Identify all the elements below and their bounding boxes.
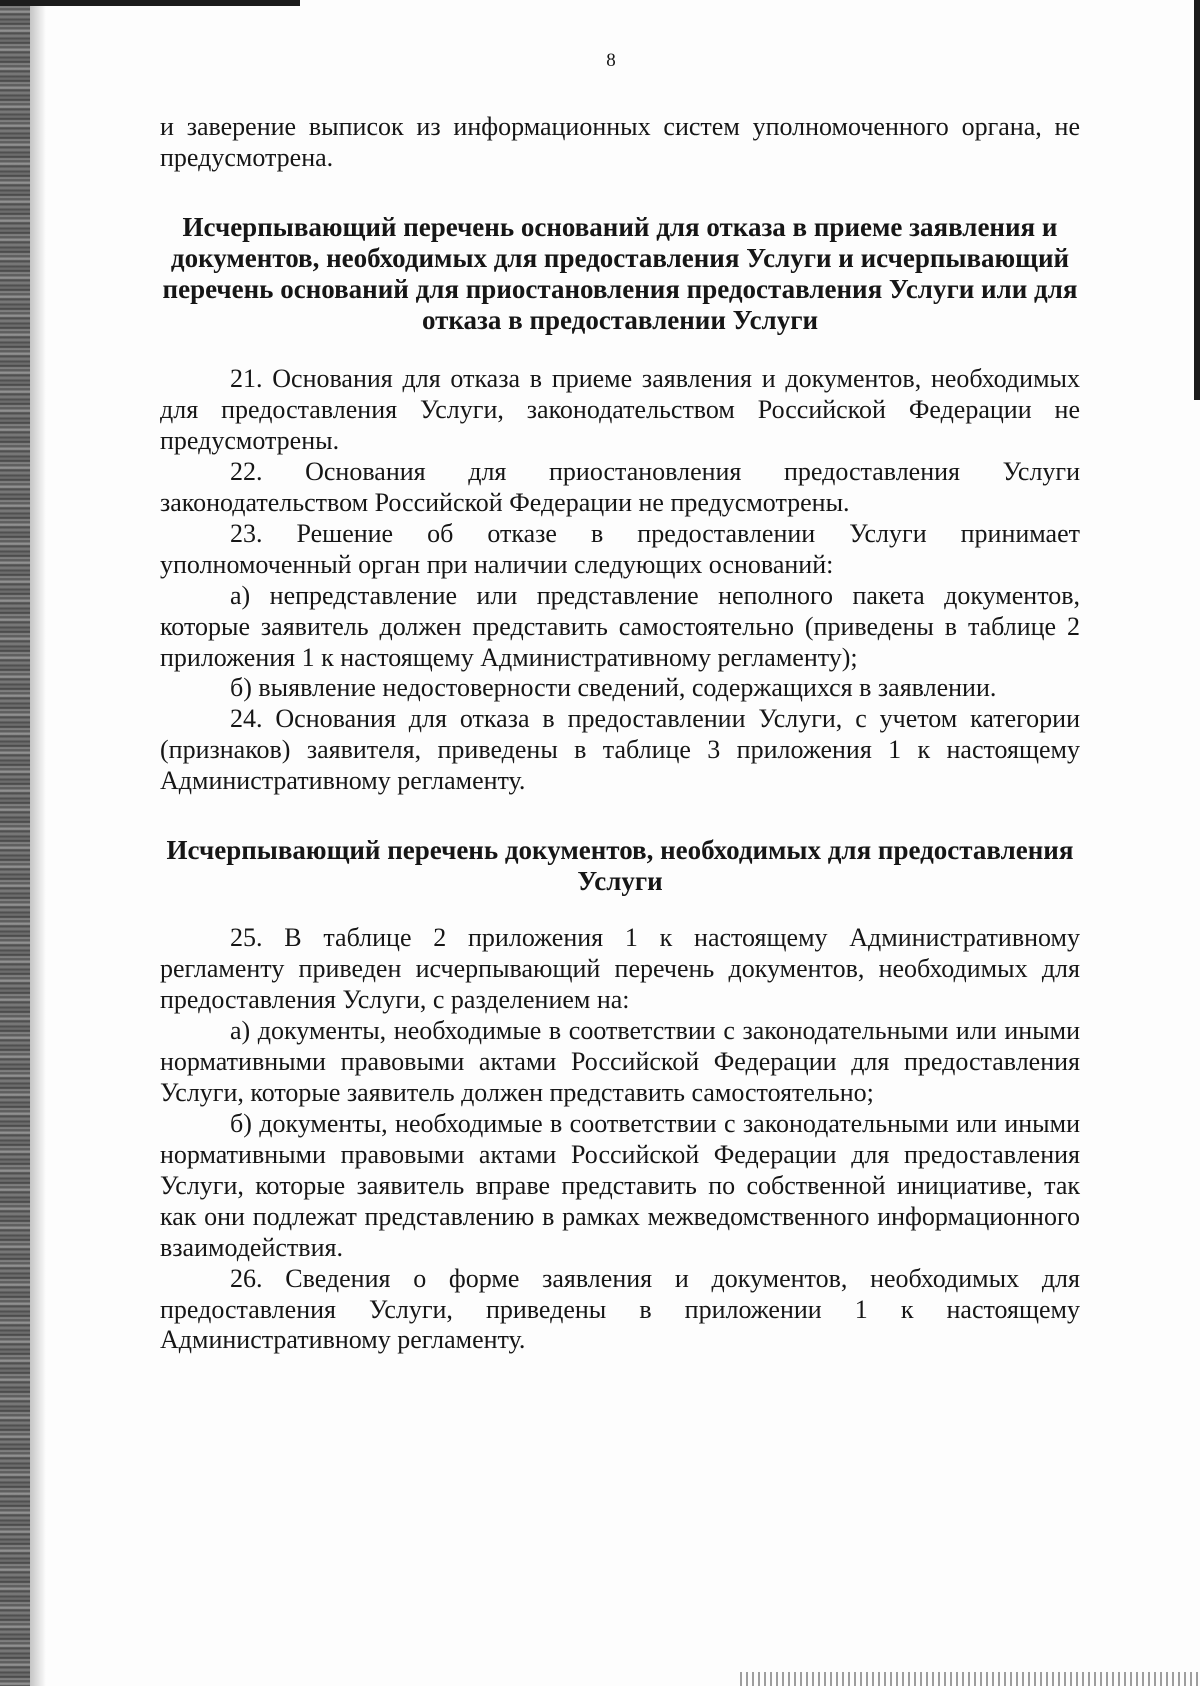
scan-edge-left — [0, 0, 30, 1686]
paragraph-26: 26. Сведения о форме заявления и документов, необходимых для предоставления Услуги, приведены в приложении 1 к настоящему Административному регламенту. — [160, 1263, 1080, 1355]
section-heading-required-documents: Исчерпывающий перечень документов, необходимых для предоставления Услуги — [166, 835, 1074, 897]
paragraph-24: 24. Основания для отказа в предоставлении Услуги, с учетом категории (признаков) заявителя, приведены в таблице 3 приложения 1 к настоящему Административному регламенту. — [160, 704, 1080, 796]
paragraph-23a: а) непредставление или представление неполного пакета документов, которые заявитель должен представить самостоятельно (приведены в таблице 2 приложения 1 к настоящему Административному регламенту); — [160, 580, 1080, 672]
paragraph-22: 22. Основания для приостановления предоставления Услуги законодательством Российской Федерации не предусмотрены. — [160, 456, 1080, 517]
paragraph-23: 23. Решение об отказе в предоставлении Услуги принимает уполномоченный орган при наличии следующих оснований: — [160, 518, 1080, 579]
scan-edge-shadow — [30, 0, 46, 1686]
section-heading-refusal-grounds: Исчерпывающий перечень оснований для отказа в приеме заявления и документов, необходимых для предоставления Услуги и исчерпывающий перечень оснований для приостановления предоставления Услуги или для отказа в предоставлении Услуги — [162, 211, 1078, 336]
paragraph-25b: б) документы, необходимые в соответствии с законодательными или иными нормативными правовыми актами Российской Федерации для предоставления Услуги, которые заявитель вправе представить по собственной инициативе, так как они подлежат представлению в рамках межведомственного информационного взаимодействия. — [160, 1108, 1080, 1262]
paragraph-continuation: и заверение выписок из информационных систем уполномоченного органа, не предусмотрена. — [160, 112, 1080, 172]
paragraph-21: 21. Основания для отказа в приеме заявления и документов, необходимых для предоставления Услуги, законодательством Российской Федерации не предусмотрены. — [160, 364, 1080, 455]
scan-edge-top — [0, 0, 300, 6]
document-body — [160, 112, 1080, 1356]
scan-noise-bottom — [740, 1672, 1200, 1686]
paragraph-25: 25. В таблице 2 приложения 1 к настоящему Административному регламенту приведен исчерпывающий перечень документов, необходимых для предоставления Услуги, с разделением на: — [160, 923, 1080, 1015]
paragraph-23b: б) выявление недостоверности сведений, содержащихся в заявлении. — [230, 673, 997, 703]
paragraph-25a: а) документы, необходимые в соответствии с законодательными или иными нормативными правовыми актами Российской Федерации для предоставления Услуги, которые заявитель должен представить самостоятельно; — [160, 1016, 1080, 1107]
page-number: 8 — [606, 50, 616, 71]
